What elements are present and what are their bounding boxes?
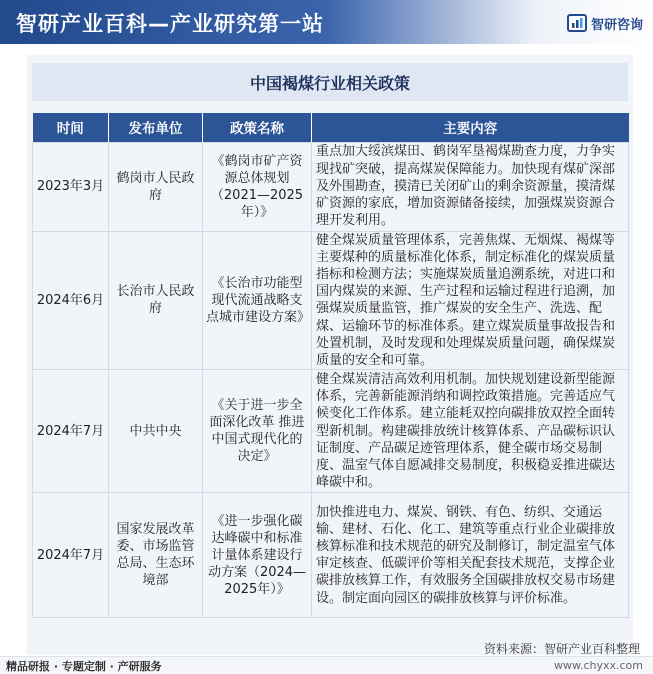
- table-row: [33, 493, 629, 618]
- table-row: [33, 142, 629, 231]
- cell-unit: 鹤岗市人民政府: [109, 142, 203, 231]
- cell-unit: 长治市人民政府: [109, 231, 203, 370]
- site-title: 智研产业百科—产业研究第一站: [16, 12, 324, 36]
- cell-policy-name: 《进一步强化碳达峰碳中和标准计量体系建设行动方案（2024—2025年）》: [203, 493, 312, 618]
- table-row: [33, 231, 629, 370]
- brand-name: 智研咨询: [590, 17, 643, 33]
- cell-content: 健全煤炭清洁高效利用机制。加快规划建设新型能源体系，完善新能源消纳和调控政策措施。完善适应气候变化工作体系。建立能耗双控向碳排放双控全面转型新机制。构建碳排放统计核算体系、产品碳标识认证制度、产品碳足迹管理体系，健全碳市场交易制度、温室气体自愿减排交易制度，积极稳妥推进碳达峰碳中和。: [312, 370, 629, 493]
- cell-unit: 国家发展改革委、市场监管总局、生态环境部: [109, 493, 203, 618]
- column-header-content: 主要内容: [312, 113, 629, 142]
- source-note: 资料来源：智研产业百科整理: [483, 642, 640, 656]
- cell-policy-name: 《关于进一步全面深化改革 推进中国式现代化的决定》: [203, 370, 312, 493]
- cell-unit: 中共中央: [109, 370, 203, 493]
- column-header-name: 政策名称: [203, 113, 312, 142]
- cell-content: 加快推进电力、煤炭、钢铁、有色、纺织、交通运输、建材、石化、化工、建筑等重点行业企业碳排放核算标准和技术规范的研究及制修订，制定温室气体审定核查、低碳评价等相关配套技术规范，支撑企业碳排放核算工作，有效服务全国碳排放权交易市场建设。制定面向园区的碳排放核算与评价标准。: [312, 493, 629, 618]
- cell-time: 2024年7月: [33, 370, 109, 493]
- table-header-row: [33, 113, 629, 142]
- column-header-time: 时间: [33, 113, 109, 142]
- footer-slogan: 精品研报 · 专题定制 · 产研服务: [6, 660, 162, 673]
- cell-content: 健全煤炭质量管理体系，完善焦煤、无烟煤、褐煤等主要煤种的质量标准化体系，制定标准化的煤炭质量指标和检测方法；实施煤炭质量追溯系统，对进口和国内煤炭的来源、生产过程和运输过程进行追溯，加强煤炭质量监管，推广煤炭的安全生产、洗选、配煤、运输环节的标准体系。建立煤炭质量事故报告和处置机制，及时发现和处理煤炭质量问题，确保煤炭质量的安全和可靠。: [312, 231, 629, 370]
- cell-policy-name: 《长治市功能型现代流通战略支点城市建设方案》: [203, 231, 312, 370]
- brand-logo-icon: [567, 14, 587, 32]
- page-title: 中国褐煤行业相关政策: [249, 73, 410, 93]
- brand-logo[interactable]: [567, 13, 643, 33]
- footer-url[interactable]: www.chyxx.com: [553, 659, 643, 672]
- cell-time: 2023年3月: [33, 142, 109, 231]
- cell-policy-name: 《鹤岗市矿产资源总体规划（2021—2025年）》: [203, 142, 312, 231]
- column-header-unit: 发布单位: [109, 113, 203, 142]
- cell-time: 2024年6月: [33, 231, 109, 370]
- cell-content: 重点加大绥滨煤田、鹤岗军垦褐煤勘查力度，力争实现找矿突破，提高煤炭保障能力。加快现有煤矿深部及外围勘查，摸清已关闭矿山的剩余资源量，摸清煤矿资源的家底，增加资源储备接续，加强煤炭资源合理开发利用。: [312, 142, 629, 231]
- cell-time: 2024年7月: [33, 493, 109, 618]
- policy-table: [32, 113, 629, 618]
- table-row: [33, 370, 629, 493]
